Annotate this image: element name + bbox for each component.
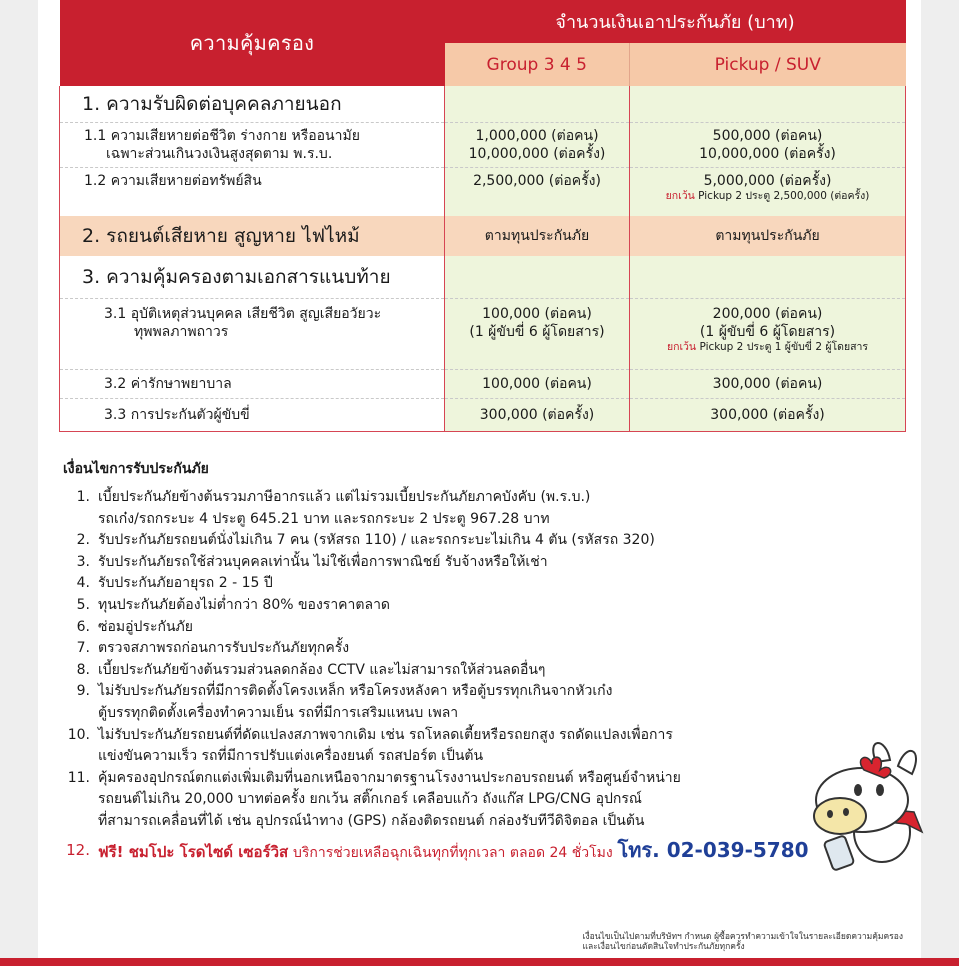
exception-label: ยกเว้น <box>665 190 695 202</box>
condition-item <box>54 530 904 552</box>
insurance-sheet <box>38 0 921 958</box>
row-3-3-label: 3.3 การประกันตัวผู้ขับขี่ <box>60 399 445 432</box>
condition-number: 1. <box>76 489 90 505</box>
conditions-list <box>54 487 904 864</box>
row-1-1-pickup <box>630 123 906 168</box>
roadside-service-item <box>54 837 904 865</box>
row-3-3-pickup: 300,000 (ต่อครั้ง) <box>630 399 906 432</box>
value: (1 ผู้ขับขี่ 6 ผู้โดยสาร) <box>699 324 836 340</box>
header-coverage: ความคุ้มครอง <box>60 0 445 86</box>
footnote-line: และเงื่อนไขก่อนตัดสินใจทำประกันภัยทุกครั้ง <box>582 942 745 952</box>
condition-text: ซ่อมอู่ประกันภัย <box>98 618 193 635</box>
hotline-number[interactable]: โทร. 02-039-5780 <box>617 837 809 862</box>
condition-number: 8. <box>76 661 90 678</box>
condition-number: 3. <box>76 553 90 570</box>
condition-text: รับประกันภัยรถยนต์นั่งไม่เกิน 7 คน (รหัสรถ 110) / และรถกระบะไม่เกิน 4 ตัน (รหัสรถ 320) <box>98 532 655 549</box>
row-3-1-group <box>445 299 630 370</box>
row-3-2-group: 100,000 (ต่อคน) <box>445 370 630 399</box>
condition-text: รถเก๋ง/รถกระบะ 4 ประตู 645.21 บาท และรถกระบะ 2 ประตู 967.28 บาท <box>98 510 550 527</box>
bottom-red-line <box>0 958 959 966</box>
row-1-1-line1: 1.1 ความเสียหายต่อชีวิต ร่างกาย หรืออนามัย <box>84 128 360 144</box>
value: 1,000,000 (ต่อคน) <box>475 128 599 144</box>
value: 100,000 (ต่อคน) <box>482 306 592 322</box>
condition-number: 6. <box>76 618 90 635</box>
condition-number: 5. <box>76 596 90 613</box>
condition-number: 4. <box>76 575 90 592</box>
empty-cell <box>630 86 906 123</box>
value: 200,000 (ต่อคน) <box>712 306 823 322</box>
row-1-2-label: 1.2 ความเสียหายต่อทรัพย์สิน <box>60 168 445 217</box>
condition-text: เบี้ยประกันภัยข้างต้นรวมภาษีอากรแล้ว แต่ไม่รวมเบี้ยประกันภัยภาคบังคับ (พ.ร.บ.) <box>98 489 591 505</box>
condition-number: 11. <box>67 769 90 786</box>
section-1-title: 1. ความรับผิดต่อบุคคลภายนอก <box>60 86 445 123</box>
condition-text: แข่งขันความเร็ว รถที่มีการปรับแต่งเครื่องยนต์ รถสปอร์ต เป็นต้น <box>98 748 484 765</box>
horse-mascot-icon <box>806 732 926 872</box>
empty-cell <box>630 256 906 299</box>
condition-item <box>54 487 904 530</box>
condition-item <box>54 660 904 682</box>
row-3-1-label <box>60 299 445 370</box>
condition-item <box>54 595 904 617</box>
row-3-1-line1: 3.1 อุบัติเหตุส่วนบุคคล เสียชีวิต สูญเสียอวัยวะ <box>104 306 382 322</box>
empty-cell <box>445 86 630 123</box>
coverage-table <box>59 0 906 432</box>
condition-text: ไม่รับประกันภัยรถยนต์ที่ดัดแปลงสภาพจากเดิม เช่น รถโหลดเตี้ยหรือรถยกสูง รถดัดแปลงเพื่อการ <box>98 726 673 743</box>
exception-text: Pickup 2 ประตู 2,500,000 (ต่อครั้ง) <box>698 190 870 202</box>
exception-text: Pickup 2 ประตู 1 ผู้ขับขี่ 2 ผู้โดยสาร <box>699 341 869 353</box>
condition-text: คุ้มครองอุปกรณ์ตกแต่งเพิ่มเติมที่นอกเหนือจากมาตรฐานโรงงานประกอบรถยนต์ หรือศูนย์จำหน่าย <box>98 769 681 786</box>
condition-item <box>54 768 904 833</box>
condition-item <box>54 638 904 660</box>
condition-number: 9. <box>76 683 90 700</box>
section-2-group: ตามทุนประกันภัย <box>445 216 630 256</box>
row-1-2-group: 2,500,000 (ต่อครั้ง) <box>445 168 630 217</box>
row-3-2-label: 3.2 ค่ารักษาพยาบาล <box>60 370 445 399</box>
condition-text: ที่สามารถเคลื่อนที่ได้ เช่น อุปกรณ์นำทาง (GPS) กล้องติดรถยนต์ กล่องรับทีวีดิจิตอล เป็นต้น <box>98 812 645 829</box>
condition-item <box>54 573 904 595</box>
condition-text: รับประกันภัยรถใช้ส่วนบุคคลเท่านั้น ไม่ใช้เพื่อการพาณิชย์ รับจ้างหรือให้เช่า <box>98 553 548 570</box>
roadside-service-desc: บริการช่วยเหลือฉุกเฉินทุกที่ทุกเวลา ตลอด 24 ชั่วโมง <box>292 844 613 861</box>
header-pickup-suv: Pickup / SUV <box>630 43 906 86</box>
condition-number: 10. <box>67 726 90 743</box>
row-1-1-line2: เฉพาะส่วนเกินวงเงินสูงสุดตาม พ.ร.บ. <box>106 146 333 162</box>
condition-number: 12. <box>66 840 90 859</box>
condition-item <box>54 552 904 574</box>
roadside-service-name: ฟรี! ชมโปะ โรดไซด์ เซอร์วิส <box>98 842 289 861</box>
condition-text: เบี้ยประกันภัยข้างต้นรวมส่วนลดกล้อง CCTV และไม่สามารถให้ส่วนลดอื่นๆ <box>98 661 546 678</box>
exception-label: ยกเว้น <box>666 341 697 353</box>
row-1-1-group <box>445 123 630 168</box>
condition-item <box>54 725 904 768</box>
footnote-line: เงื่อนไขเป็นไปตามที่บริษัทฯ กำหนด ผู้ซื้อควรทำความเข้าใจในรายละเอียดความคุ้มครอง <box>582 932 903 942</box>
condition-number: 7. <box>76 640 90 657</box>
row-1-2-pickup <box>630 168 906 217</box>
condition-text: รับประกันภัยอายุรถ 2 - 15 ปี <box>98 575 273 592</box>
value: 10,000,000 (ต่อครั้ง) <box>468 146 606 162</box>
condition-item <box>54 681 904 724</box>
condition-text: ตรวจสภาพรถก่อนการรับประกันภัยทุกครั้ง <box>98 640 350 657</box>
section-2-pickup: ตามทุนประกันภัย <box>630 216 906 256</box>
value: 500,000 (ต่อคน) <box>712 128 823 144</box>
header-sum-insured: จำนวนเงินเอาประกันภัย (บาท) <box>445 0 906 43</box>
condition-number: 2. <box>76 532 90 549</box>
row-3-1-pickup <box>630 299 906 370</box>
header-group-345: Group 3 4 5 <box>445 43 630 86</box>
empty-cell <box>445 256 630 299</box>
section-3-title: 3. ความคุ้มครองตามเอกสารแนบท้าย <box>60 256 445 299</box>
row-3-2-pickup: 300,000 (ต่อคน) <box>630 370 906 399</box>
row-1-1-label <box>60 123 445 168</box>
conditions-title: เงื่อนไขการรับประกันภัย <box>63 461 209 477</box>
exception-note <box>630 190 905 203</box>
value: 5,000,000 (ต่อครั้ง) <box>703 173 832 189</box>
exception-note <box>630 341 905 354</box>
condition-item <box>54 617 904 639</box>
row-3-1-line2: ทุพพลภาพถาวร <box>134 324 229 340</box>
condition-text: รถยนต์ไม่เกิน 20,000 บาทต่อครั้ง ยกเว้น สติ๊กเกอร์ เคลือบแก้ว ถังแก๊ส LPG/CNG อุปกรณ์ <box>98 791 642 808</box>
section-2-title: 2. รถยนต์เสียหาย สูญหาย ไฟไหม้ <box>60 216 445 256</box>
footnote <box>583 932 903 952</box>
value: (1 ผู้ขับขี่ 6 ผู้โดยสาร) <box>469 324 605 340</box>
condition-text: ทุนประกันภัยต้องไม่ต่ำกว่า 80% ของราคาตลาด <box>98 596 391 613</box>
value: 10,000,000 (ต่อครั้ง) <box>699 146 836 162</box>
condition-text: ตู้บรรทุกติดตั้งเครื่องทำความเย็น รถที่มีการเสริมแหนบ เพลา <box>98 704 459 721</box>
condition-text: ไม่รับประกันภัยรถที่มีการติดตั้งโครงเหล็ก หรือโครงหลังคา หรือตู้บรรทุกเกินจากหัวเก๋ง <box>98 683 613 700</box>
row-3-3-group: 300,000 (ต่อครั้ง) <box>445 399 630 432</box>
